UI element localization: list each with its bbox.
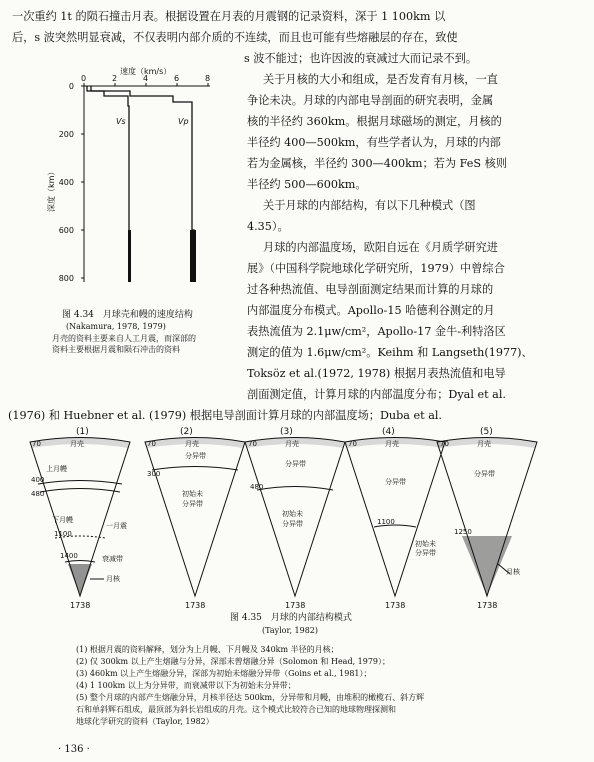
svg-text:(3): (3): [280, 427, 293, 437]
svg-text:1738: 1738: [185, 601, 206, 610]
vs-deep-band: [128, 230, 131, 282]
svg-text:70: 70: [32, 440, 41, 448]
text-line-3: s 波不能过；也许因波的衰减过大而记录不到。: [244, 52, 478, 65]
full-width-line: (1976) 和 Huebner et al. (1979) 根据电导剖面计算月球的内部温度场；Duba et al.: [8, 409, 442, 422]
fig434-y-label: 深度（km）: [47, 167, 56, 212]
svg-text:下月幔: 下月幔: [52, 516, 73, 524]
fig435-source: (Taylor, 1982): [262, 626, 319, 635]
fig434-x-ticks: [81, 74, 210, 86]
svg-text:70: 70: [248, 440, 257, 448]
svg-text:月壳: 月壳: [477, 440, 491, 448]
svg-text:70: 70: [147, 440, 156, 448]
svg-text:分异带: 分异带: [415, 549, 436, 557]
note-3: (3) 460km 以上产生熔融分异，深部为初始未熔融分异带（Goins et al., 1981）；: [76, 669, 372, 678]
x-tick-2: 2: [112, 74, 118, 83]
right-line-16: 剖面测定值，计算月球的内部温度分布；Dyal et al.: [247, 388, 506, 401]
y-tick-800: 800: [58, 274, 74, 283]
fig434-y-ticks: [59, 82, 84, 283]
right-line-7: 关于月球的内部结构，有以下几种模式（图: [263, 199, 476, 212]
svg-text:初始未: 初始未: [182, 490, 203, 498]
svg-text:(2): (2): [180, 427, 193, 437]
right-line-12: 内部温度分布模式。Apollo-15 哈德利谷测定的月: [247, 304, 495, 317]
right-line-8: 4.35）。: [247, 220, 289, 233]
note-1: (1) 根据月震的资料解释，划分为上月幔、下月幔及 340km 半径的月核；: [76, 645, 339, 654]
svg-text:分异带: 分异带: [474, 470, 495, 478]
svg-text:月核: 月核: [106, 575, 120, 583]
vs-profile: [87, 86, 130, 282]
model-3: [245, 427, 345, 610]
text-line-1: 一次重约 1t 的陨石撞击月表。根据设置在月表的月震钢的记录资料，深于 1 100km 以: [12, 10, 446, 23]
y-tick-600: 600: [58, 226, 74, 235]
page-number: · 136 ·: [58, 744, 90, 755]
right-line-9: 月球的内部温度场，欧阳自远在《月质学研究进: [263, 241, 498, 254]
fig434-note-1: 月壳的资料主要来自人工月震，而深部的: [52, 334, 196, 343]
svg-text:(4): (4): [382, 427, 395, 437]
vs-label: Vs: [116, 117, 126, 126]
fig434-title: 图 4.34 月球壳和幔的速度结构: [62, 310, 193, 320]
note-7: 地球化学研究的资料（Taylor, 1982）: [76, 717, 214, 726]
svg-text:70: 70: [440, 440, 449, 448]
svg-text:分异带: 分异带: [185, 452, 206, 460]
right-line-3: 核的半径约 360km。根据月球磁场的测定，月核的: [247, 115, 502, 128]
svg-text:月壳: 月壳: [70, 440, 84, 448]
svg-text:1400: 1400: [60, 552, 78, 560]
svg-text:400: 400: [31, 476, 45, 484]
svg-text:(5): (5): [480, 427, 493, 437]
text-line-2: 后，s 波突然明显衰减，不仅表明内部介质的不连续，而且也可能有些熔融层的存在，致使: [12, 31, 458, 44]
svg-text:1250: 1250: [454, 528, 472, 536]
figure-4-35: [10, 424, 520, 624]
svg-text:480: 480: [250, 483, 264, 491]
right-line-14: 测定的值为 1.6μw/cm²。Keihm 和 Langseth(1977)、: [247, 346, 533, 359]
model-5: [437, 427, 537, 610]
right-line-15: Toksöz et al.(1972, 1978) 根据月表热流值和电导: [247, 367, 506, 380]
note-6: 石和单斜辉石组成，最顶部为斜长岩组成的月壳。这个模式比较符合已知的地球物理探测和: [76, 705, 396, 714]
right-line-11: 过各种热流值、电导剖面测定结果而计算的月球的: [247, 283, 494, 296]
figure-4-34: [40, 62, 245, 302]
note-5: (5) 整个月球的内部产生熔融分异，月核半径达 500km，分异带和月幔，由堆积的橄榄石、斜方辉: [76, 693, 425, 702]
right-line-5: 若为金属核，半径约 300—400km；若为 FeS 核则: [247, 157, 508, 170]
svg-text:月核: 月核: [506, 568, 520, 576]
right-line-4: 半径约 400—500km，有些学者认为，月球的内部: [247, 136, 501, 149]
y-tick-0: 0: [68, 82, 74, 91]
svg-text:1100: 1100: [54, 530, 72, 538]
vp-label: Vp: [178, 117, 189, 126]
svg-text:分异带: 分异带: [282, 520, 303, 528]
fig434-axis-label: 速度（km/s）: [120, 67, 172, 76]
svg-text:1738: 1738: [70, 601, 91, 610]
svg-text:70: 70: [348, 440, 357, 448]
note-2: (2) 仅 300km 以上产生熔融与分异，深部未曾熔融分异（Solomon 和 Head, 1979）；: [76, 657, 391, 666]
y-tick-200: 200: [58, 130, 74, 139]
x-tick-0: 0: [81, 74, 87, 83]
y-tick-400: 400: [58, 178, 74, 187]
svg-text:分异带: 分异带: [285, 460, 306, 468]
svg-text:月壳: 月壳: [285, 440, 299, 448]
right-line-2: 争论未决。月球的内部电导剖面的研究表明，金属: [247, 94, 494, 107]
vp-deep-band: [190, 230, 196, 282]
svg-text:分异带: 分异带: [385, 478, 406, 486]
svg-text:1738: 1738: [477, 601, 498, 610]
model-1: [30, 427, 130, 610]
note-4: (4) 1 100km 以上为分异带，而衰减带以下为初始未分异带；: [76, 681, 296, 690]
model-4: [345, 427, 445, 610]
svg-text:初始未: 初始未: [415, 540, 436, 548]
fig435-caption: 图 4.35 月球的内部结构模式: [230, 613, 352, 623]
fig434-note-2: 资料主要根据月震和陨石冲击的资料: [52, 345, 180, 354]
right-line-1: 关于月核的大小和组成，是否发育有月核，一直: [263, 73, 498, 86]
svg-text:上月幔: 上月幔: [46, 465, 67, 473]
vp-profile: [91, 86, 194, 282]
svg-text:300: 300: [147, 470, 161, 478]
svg-text:衰减带: 衰减带: [102, 555, 123, 563]
x-tick-6: 6: [174, 74, 180, 83]
svg-text:分异带: 分异带: [182, 500, 203, 508]
right-line-6: 半径约 500—600km。: [247, 178, 367, 191]
svg-text:480: 480: [31, 490, 45, 498]
svg-text:月壳: 月壳: [385, 440, 399, 448]
svg-text:月壳: 月壳: [185, 440, 199, 448]
svg-text:1738: 1738: [285, 601, 306, 610]
right-line-10: 展》（中国科学院地球化学研究所，1979）中曾综合: [247, 262, 505, 275]
svg-text:一月震: 一月震: [106, 522, 127, 530]
x-tick-8: 8: [205, 74, 211, 83]
svg-text:1100: 1100: [377, 518, 395, 526]
fig434-source: (Nakamura, 1978, 1979): [66, 322, 166, 331]
right-line-13: 表热流值为 2.1μw/cm²，Apollo-17 金牛-利特洛区: [247, 325, 506, 338]
svg-text:1738: 1738: [385, 601, 406, 610]
svg-text:(1): (1): [76, 427, 89, 437]
x-tick-4: 4: [143, 74, 149, 83]
svg-text:初始未: 初始未: [282, 510, 303, 518]
model-2: [145, 427, 245, 610]
